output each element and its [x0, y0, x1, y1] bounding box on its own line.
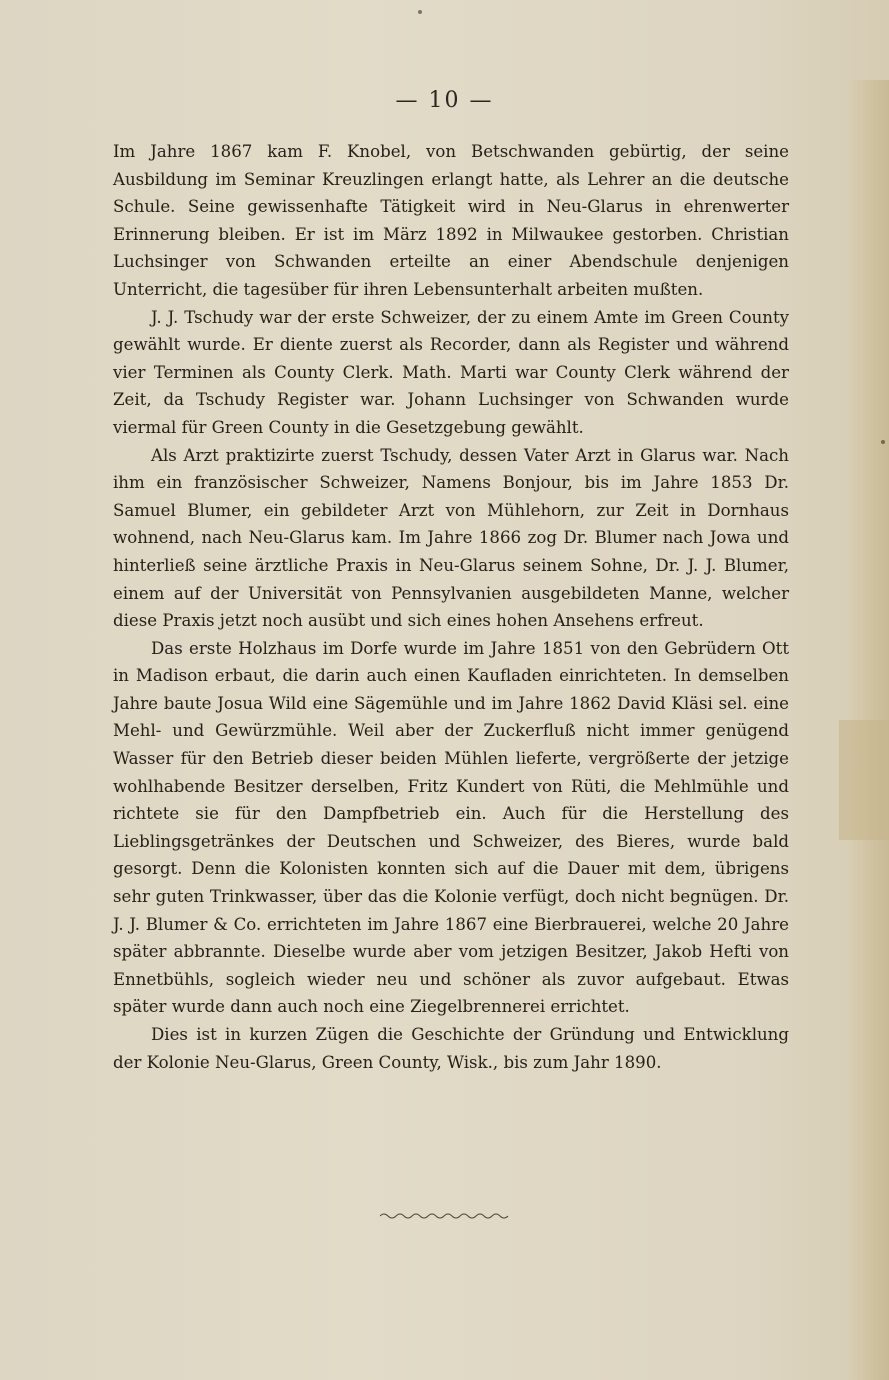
- page-edge-stain: [839, 720, 889, 840]
- print-speck: [418, 10, 422, 14]
- page-number: — 10 —: [395, 88, 494, 113]
- wavy-rule-icon: [380, 1212, 510, 1220]
- body-text: [113, 138, 789, 1076]
- paragraph-5: Dies ist in kurzen Zügen die Geschichte der Gründung und Entwicklung der Kolonie Neu-Glarus, Green County, Wisk., bis zum Jahr 1890.: [113, 1025, 789, 1072]
- paragraph-3: Als Arzt praktizirte zuerst Tschudy, dessen Vater Arzt in Glarus war. Nach ihm ein französischer Schweizer, Namens Bonjour, bis im Jahre 1853 Dr. Samuel Blumer, ein gebildeter Arzt von Mühlehorn, zur Zeit in Dornhaus wohnend, nach Neu-Glarus kam. Im Jahre 1866 zog Dr. Blumer nach Jowa und hinterließ seine ärztliche Praxis in Neu-Glarus seinem Sohne, Dr. J. J. Blumer, einem auf der Universität von Pennsylvanien ausgebildeten Manne, welcher diese Praxis jetzt noch ausübt und sich eines hohen Ansehens erfreut.: [113, 445, 789, 631]
- edge-speck: [881, 440, 885, 444]
- paragraph-4: Das erste Holzhaus im Dorfe wurde im Jahre 1851 von den Gebrüdern Ott in Madison erbaut, die darin auch einen Kaufladen einrichteten. In demselben Jahre baute Josua Wild eine Sägemühle und im Jahre 1862 David Kläsi sel. eine Mehl- und Gewürzmühle. Weil aber der Zuckerfluß nicht immer genügend Wasser für den Betrieb dieser beiden Mühlen lieferte, vergrößerte der jetzige wohlhabende Besitzer derselben, Fritz Kundert von Rüti, die Mehlmühle und richtete sie für den Dampfbetrieb ein. Auch für die Herstellung des Lieblingsgetränkes der Deutschen und Schweizer, des Bieres, wurde bald gesorgt. Denn die Kolonisten konnten sich auf die Dauer mit dem, übrigens sehr guten Trinkwasser, über das die Kolonie verfügt, doch nicht begnügen. Dr. J. J. Blumer & Co. errichteten im Jahre 1867 eine Bierbrauerei, welche 20 Jahre später abbrannte. Dieselbe wurde aber vom jetzigen Besitzer, Jakob Hefti von Ennetbühls, sogleich wieder neu und schöner als zuvor aufgebaut. Etwas später wurde dann auch noch eine Ziegelbrennerei errichtet.: [113, 638, 789, 1017]
- paragraph-1: Im Jahre 1867 kam F. Knobel, von Betschwanden gebürtig, der seine Ausbildung im Seminar Kreuzlingen erlangt hatte, als Lehrer an die deutsche Schule. Seine gewissenhafte Tätigkeit wird in Neu-Glarus in ehrenwerter Erinnerung bleiben. Er ist im März 1892 in Milwaukee gestorben. Christian Luchsinger von Schwanden erteilte an einer Abendschule denjenigen Unterricht, die tagesüber für ihren Lebensunterhalt arbeiten mußten.: [113, 142, 789, 299]
- paragraph-2: J. J. Tschudy war der erste Schweizer, der zu einem Amte im Green County gewählt wurde. Er diente zuerst als Recorder, dann als Register und während vier Terminen als County Clerk. Math. Marti war County Clerk während der Zeit, da Tschudy Register war. Johann Luchsinger von Schwanden wurde viermal für Green County in die Gesetzgebung gewählt.: [113, 307, 789, 437]
